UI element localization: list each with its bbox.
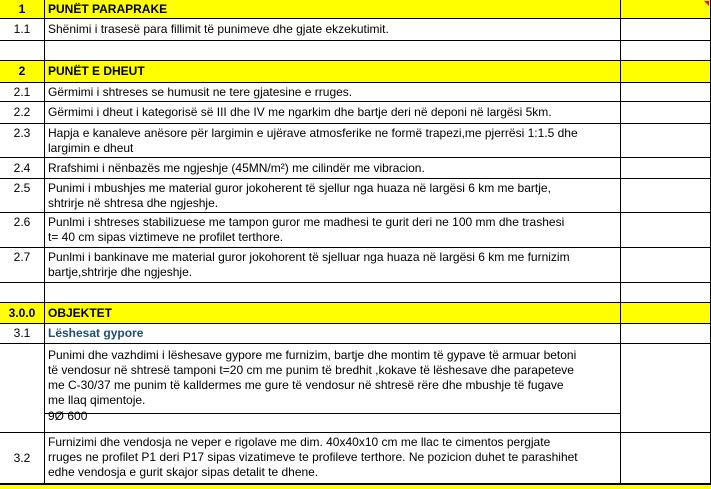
section-header-row[interactable] <box>0 0 711 19</box>
empty-cell[interactable] <box>621 124 711 158</box>
empty-cell[interactable] <box>621 433 711 484</box>
item-number[interactable]: 2.1 <box>0 83 45 102</box>
table-row[interactable] <box>0 248 711 283</box>
table-row[interactable] <box>0 19 711 41</box>
table-row[interactable] <box>0 213 711 248</box>
item-description[interactable] <box>45 179 621 213</box>
empty-cell[interactable] <box>621 158 711 179</box>
empty-cell[interactable] <box>621 83 711 102</box>
empty-cell[interactable] <box>621 213 711 248</box>
description-line: Punlmi i shtreses stabilizuese me tampon guror me madhesi te gurit deri ne 100 mm dhe trashesi <box>48 215 565 229</box>
item-number[interactable]: 2.3 <box>0 124 45 158</box>
item-number[interactable]: 2.2 <box>0 102 45 124</box>
table-row[interactable] <box>0 83 711 102</box>
section-header-row[interactable] <box>0 61 711 83</box>
table-row[interactable] <box>0 179 711 213</box>
description-line: Punlmi i bankinave me material guror jokohorent të sjelluar nga huaza në largësi 6 km me furnizim <box>48 250 570 264</box>
item-number[interactable]: 2.7 <box>0 248 45 283</box>
empty-cell[interactable] <box>621 179 711 213</box>
empty-cell[interactable] <box>0 344 45 433</box>
description-line: të vendosur në shtresë tamponi t=20 cm me punim të bredhit ,kokave të lëshesave dhe parapeteve <box>48 363 574 377</box>
empty-cell[interactable] <box>621 41 711 61</box>
pipe-size: 9Ø 600 <box>48 409 88 423</box>
description-line: Furnizimi dhe vendosja ne veper e rigolave me dim. 40x40x10 cm me llac te cimentos pergjate <box>48 435 551 449</box>
empty-cell[interactable] <box>621 19 711 41</box>
description-line: largimin e dheut <box>48 141 134 155</box>
item-number[interactable]: 2.4 <box>0 158 45 179</box>
description-line: Hapja e kanaleve anësore për largimin e ujërave atmosferike ne formë trapezi,me pjerrësi 1:1.5 dhe <box>48 126 578 140</box>
section-title[interactable]: OBJEKTET <box>45 303 621 324</box>
empty-cell[interactable] <box>621 324 711 344</box>
table-row[interactable] <box>0 324 711 344</box>
description-line: rruges ne profilet P1 deri P17 sipas vizatimeve te profileve terthore. Ne pozicion duhet te parashihet <box>48 450 578 464</box>
description-line: Punimi dhe vazhdimi i lëshesave gypore me furnizim, bartje dhe montim të gypave të armuar betoni <box>48 348 577 362</box>
description-line: edhe vendosja e gurit skajor sipas detalit te dhene. <box>48 465 319 479</box>
empty-row[interactable] <box>0 283 711 303</box>
empty-cell[interactable] <box>621 303 711 324</box>
section-header-row[interactable] <box>0 303 711 324</box>
item-number[interactable]: 2.5 <box>0 179 45 213</box>
item-number[interactable]: 3.2 <box>0 433 45 484</box>
empty-cell[interactable] <box>621 0 711 19</box>
description-line: me llaq qimentoje. <box>48 393 146 407</box>
item-description[interactable] <box>45 433 621 484</box>
item-description[interactable]: Rrafshimi i nënbazës me ngjeshje (45MN/m²) me cilindër me vibracion. <box>45 158 621 179</box>
item-description[interactable]: Shënimi i trasesë para fillimit të punimeve dhe gjate ekzekutimit. <box>45 19 621 41</box>
item-description[interactable]: Gërmimi i dheut i kategorisë së III dhe IV me ngarkim dhe bartje deri në deponi në largësi 5km. <box>45 102 621 124</box>
empty-cell[interactable] <box>621 248 711 283</box>
section-title[interactable]: PUNËT PARAPRAKE <box>45 0 621 19</box>
empty-cell[interactable] <box>621 102 711 124</box>
description-line: shtrirje në shtresa dhe ngjeshje. <box>48 196 219 210</box>
description-line: t= 40 cm sipas viztimeve ne profilet terthore. <box>48 230 284 244</box>
next-row-strip <box>0 484 711 489</box>
description-line: me C-30/37 me punim të kalldermes me gure të vendosur në shtresë rëre dhe mbushje të fugave <box>48 378 564 392</box>
empty-row[interactable] <box>0 41 711 61</box>
description-line: bartje,shtrirje dhe ngjeshje. <box>48 265 193 279</box>
empty-cell[interactable] <box>621 344 711 433</box>
section-number[interactable]: 3.0.0 <box>0 303 45 324</box>
empty-cell[interactable] <box>45 283 621 303</box>
table-row[interactable] <box>0 102 711 124</box>
item-description[interactable] <box>45 344 621 433</box>
item-description[interactable] <box>45 248 621 283</box>
empty-cell[interactable] <box>621 283 711 303</box>
item-number[interactable]: 3.1 <box>0 324 45 344</box>
section-number[interactable]: 1 <box>0 0 45 19</box>
empty-cell[interactable] <box>0 41 45 61</box>
empty-cell[interactable] <box>45 41 621 61</box>
table-row[interactable] <box>0 433 711 484</box>
table-row[interactable] <box>0 344 711 433</box>
item-number[interactable]: 2.6 <box>0 213 45 248</box>
item-number[interactable]: 1.1 <box>0 19 45 41</box>
item-description[interactable] <box>45 124 621 158</box>
subsection-title[interactable]: Lëshesat gypore <box>45 324 621 344</box>
section-title[interactable]: PUNËT E DHEUT <box>45 61 621 83</box>
comment-marker-icon <box>704 1 709 6</box>
empty-cell[interactable] <box>0 283 45 303</box>
description-line: Punimi i mbushjes me material guror jokoherent të sjellur nga huaza në largësi 6 km me bartje, <box>48 181 551 195</box>
empty-cell[interactable] <box>621 61 711 83</box>
table-row[interactable] <box>0 158 711 179</box>
cell-divider <box>45 413 621 414</box>
item-description[interactable]: Gërmimi i shtreses se humusit ne tere gjatesine e rruges. <box>45 83 621 102</box>
item-description[interactable] <box>45 213 621 248</box>
section-number[interactable]: 2 <box>0 61 45 83</box>
table-row[interactable] <box>0 124 711 158</box>
